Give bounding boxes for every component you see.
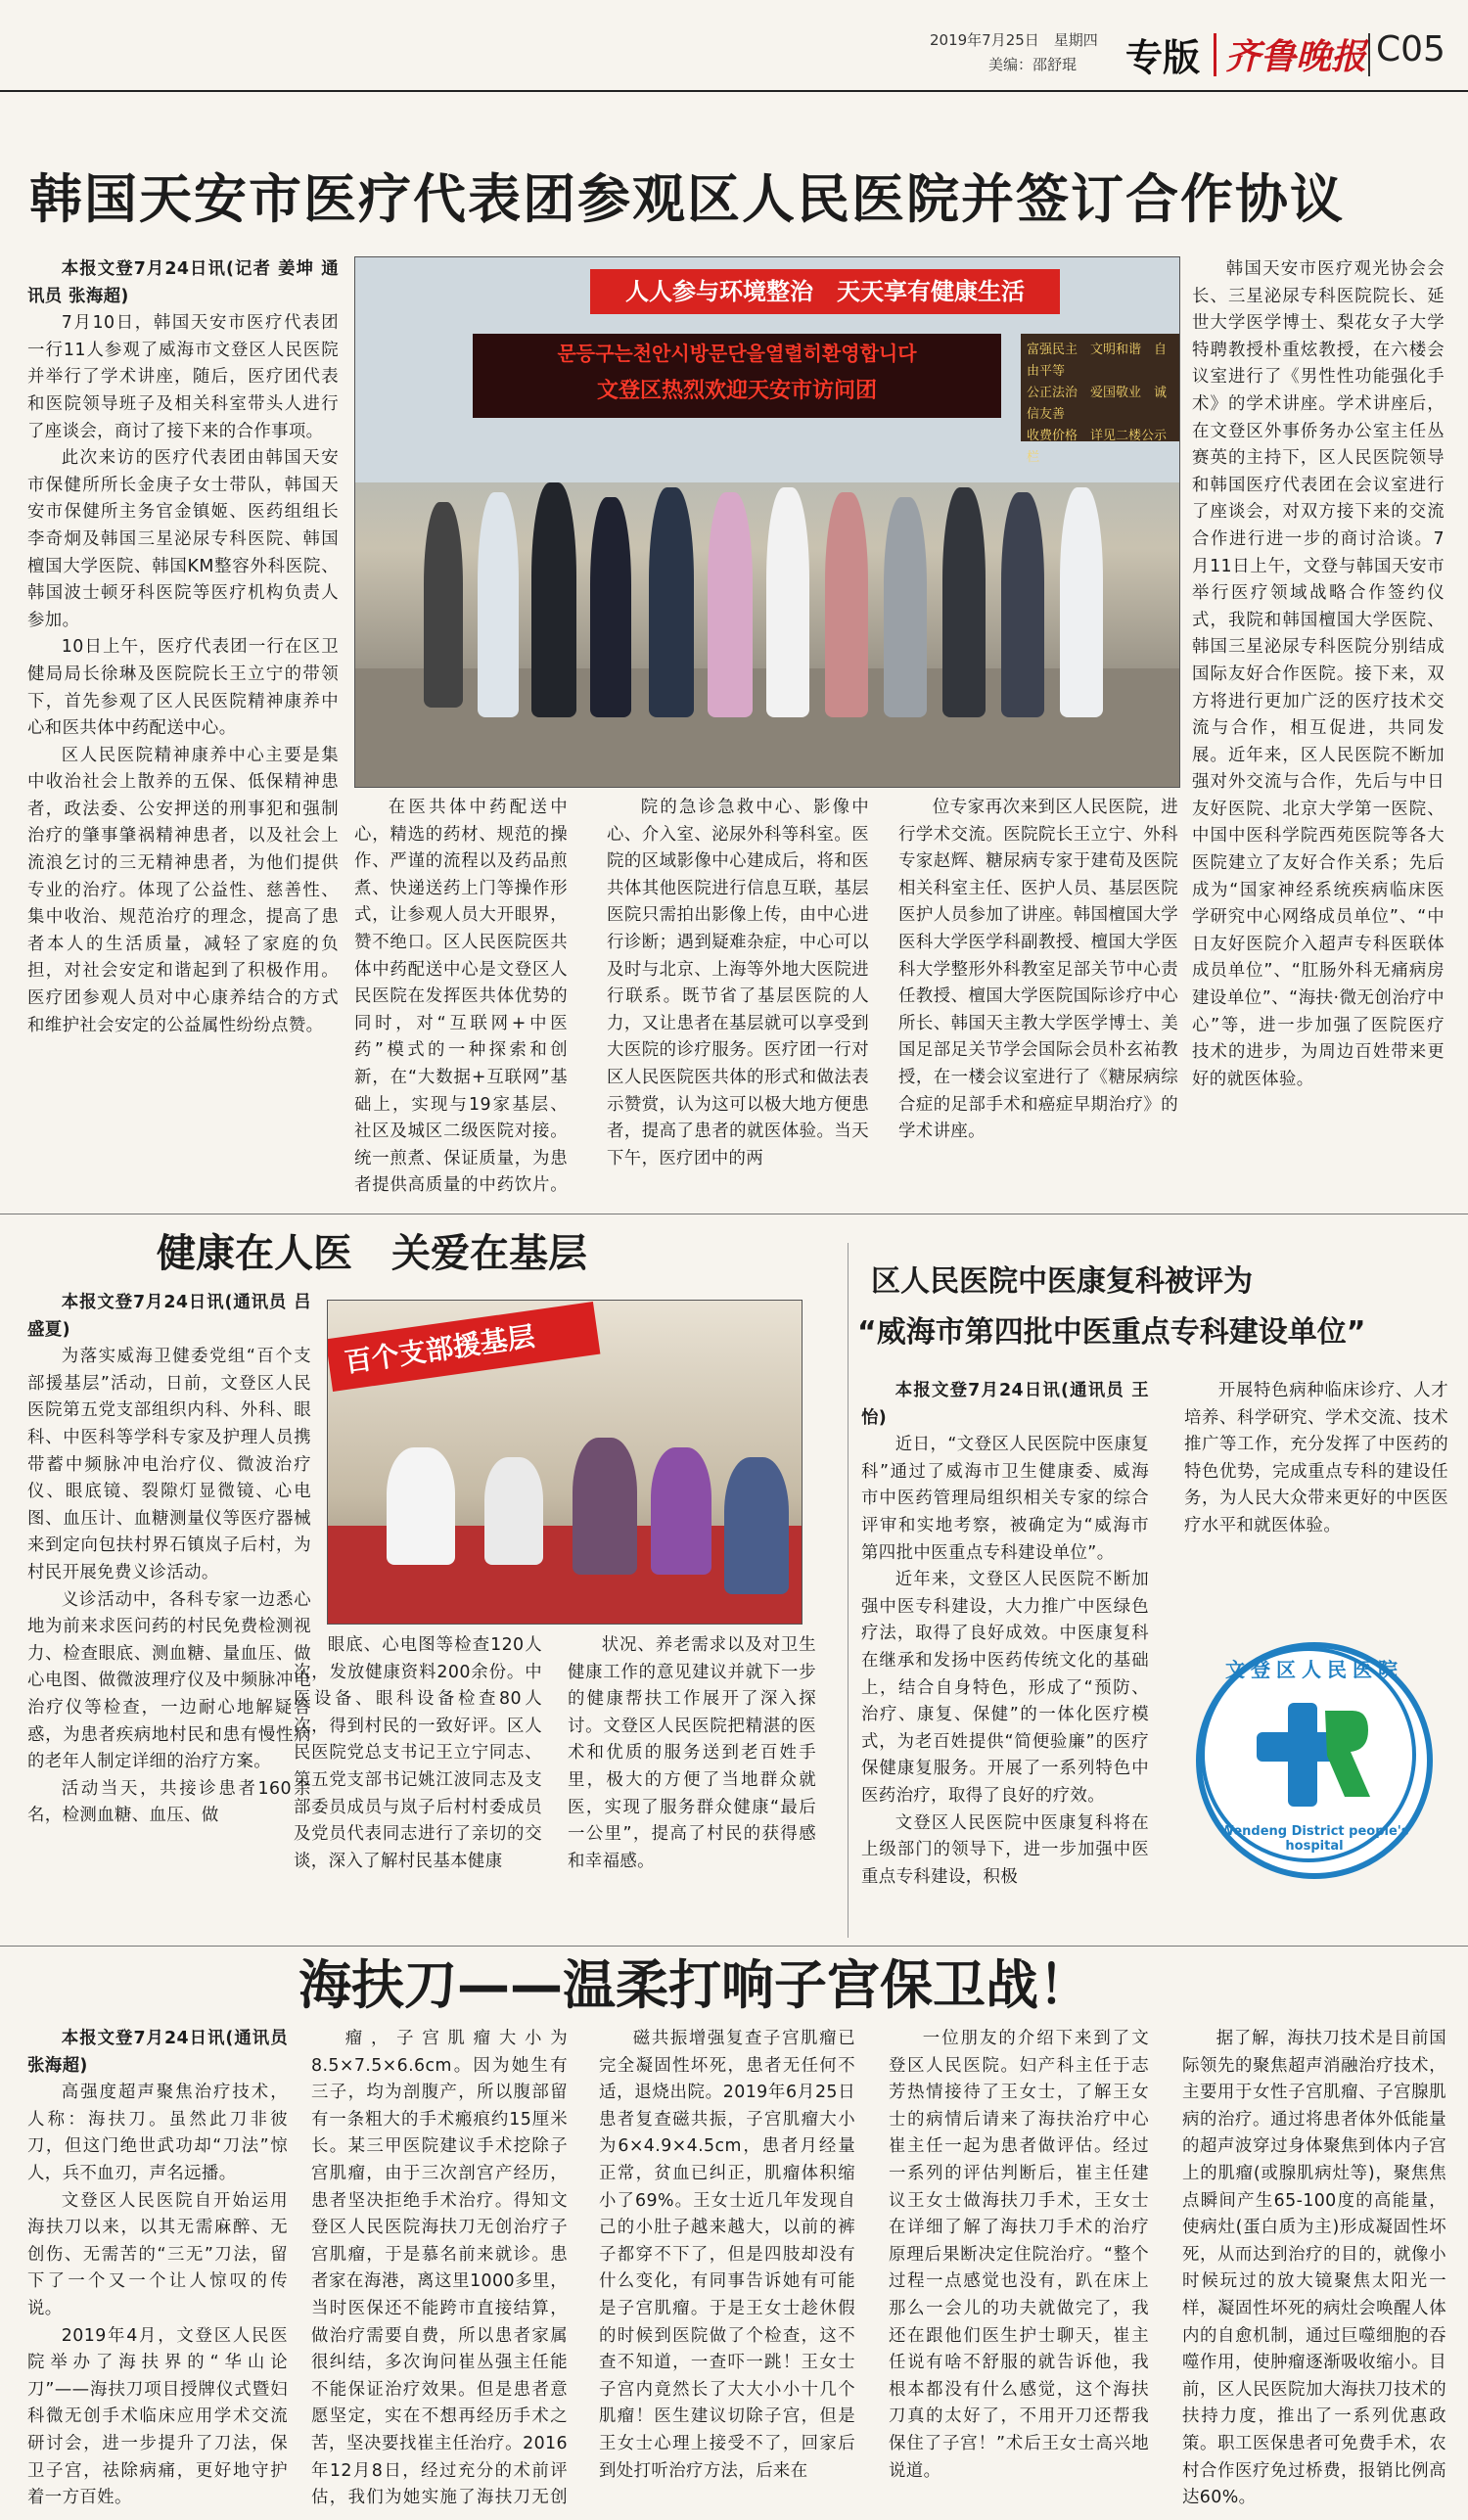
article1-headline: 韩国天安市医疗代表团参观区人民医院并签订合作协议	[29, 168, 1345, 230]
photo-banner: 人人参与环境整治 天天享有健康生活	[590, 269, 1060, 314]
article3-headline-line2: “威海市第四批中医重点专科建设单位”	[857, 1315, 1366, 1350]
article2-column-1	[27, 1290, 311, 1936]
article1-paragraph: 院的急诊急救中心、影像中心、介入室、泌尿外科等科室。医院的区域影像中心建成后，将和医共体其他医院进行信息互联，基层医院只需拍出影像上传，由中心进行诊断；遇到疑难杂症，中心可以及时与北京、上海等外地大医院进行联系。既节省了基层医院的人力，又让患者在基层就可以享受到大医院的诊疗服务。医疗团一行对区人民医院医共体的形式和做法表示赞赏，认为这可以极大地方便患者，提高了患者的就医体验。当天下午，医疗团中的两	[607, 798, 869, 1168]
person-figure	[766, 487, 809, 717]
person-figure	[478, 492, 519, 717]
article2-paragraph: 状况、养老需求以及对卫生健康工作的意见建议并就下一步的健康帮扶工作展开了深入探讨。文登区人民医院把精湛的医术和优质的服务送到老百姓手里，极大的方便了当地群众就医，实现了服务群众健康“最后一公里”，提高了村民的获得感和幸福感。	[568, 1635, 816, 1871]
person-figure	[531, 482, 576, 717]
article1-column-4	[898, 795, 1178, 1196]
page-number: C05	[1376, 29, 1445, 69]
article4-column-4	[889, 2026, 1149, 2510]
article2-column-3	[568, 1632, 816, 1936]
article2-byline: 本报文登7月24日讯(通讯员 吕盛夏)	[27, 1293, 311, 1340]
article4-byline: 本报文登7月24日讯(通讯员 张海超)	[27, 2029, 288, 2076]
article1-paragraph: 10日上午，医疗代表团一行在区卫健局局长徐琳及医院院长王立宁的带领下，首先参观了区人民医院精神康养中心和医共体中药配送中心。	[27, 637, 339, 739]
photo-sign-board	[1021, 334, 1179, 465]
photo-led-screen	[473, 334, 1001, 418]
article1-paragraph: 区人民医院精神康养中心主要是集中收治社会上散养的五保、低保精神患者，政法委、公安押送的刑事犯和强制治疗的肇事肇祸精神患者，以及社会上流浪乞讨的三无精神患者，为他们提供专业的治疗。体现了公益性、慈善性、集中收治、规范治疗的理念，提高了患者本人的生活质量，减轻了家庭的负担，对社会安定和谐起到了积极作用。医疗团参观人员对中心康养结合的方式和维护社会安定的公益属性纷纷点赞。	[27, 745, 339, 1035]
article1-column-2	[354, 795, 568, 1196]
header-rule	[0, 90, 1468, 92]
article2-paragraph: 眼底、心电图等检查120人次，发放健康资料200余份。中医设备、眼科设备检查80人次，得到村民的一致好评。区人民医院党总支书记王立宁同志、第五党支部书记姚江波同志及支部委员成员与岚子后村村委成员及党员代表同志进行了亲切的交谈，深入了解村民基本健康	[294, 1635, 542, 1871]
article4-paragraph: 2019年4月，文登区人民医院举办了海扶界的“华山论刀”——海扶刀项目授牌仪式暨妇科微无创手术临床应用学术交流研讨会，进一步提升了刀法，保卫子宫，祛除病痛，更好地守护着一方百姓。	[27, 2325, 288, 2508]
article1-byline: 本报文登7月24日讯(记者 姜坤 通讯员 张海超)	[27, 259, 339, 306]
article4-paragraph: 一位朋友的介绍下来到了文登区人民医院。妇产科主任于志芳热情接待了王女士，了解王女士的病情后请来了海扶治疗中心崔主任一起为患者做评估。经过一系列的评估判断后，崔主任建议王女士做海扶刀手术，王女士在详细了解了海扶刀手术的治疗原理后果断决定住院治疗。“整个过程一点感觉也没有，趴在床上那么一会儿的功夫就做完了，我还在跟他们医生护士聊天，崔主任说有啥不舒服的就告诉他，我根本都没有什么感觉，这个海扶刀真的太好了，不用开刀还帮我保住了子宫！”术后王女士高兴地说道。	[889, 2029, 1149, 2481]
article2-headline: 健康在人医 关爱在基层	[157, 1231, 587, 1276]
header-divider-2	[1368, 33, 1370, 76]
clinic-photo	[327, 1300, 803, 1625]
article1-paragraph: 此次来访的医疗代表团由韩国天安市保健所所长金庚子女士带队，韩国天安市保健所主务官金镇姬、医药组组长李奇炯及韩国三星泌尿专科医院、韩国檀国大学医院、韩国KM整容外科医院、韩国波士顿牙科医院等医疗机构负责人参加。	[27, 448, 339, 630]
article4-paragraph: 磁共振增强复查子宫肌瘤已完全凝固性坏死，患者无任何不适，退烧出院。2019年6月25日患者复查磁共振，子宫肌瘤大小为6×4.9×4.5cm，患者月经量正常，贫血已纠正，肌瘤体积缩小了69%。王女士近几年发现自己的小肚子越来越大，以前的裤子都穿不下了，但是四肢却没有什么变化，有同事告诉她有可能是子宫肌瘤。于是王女士趁休假的时候到医院做了个检查，这不查不知道，一查吓一跳！王女士子宫内竟然长了大大小小十几个肌瘤！医生建议切除子宫，但是王女士心理上接受不了，回家后到处打听治疗方法，后来在	[599, 2029, 855, 2481]
article1-column-1	[27, 256, 339, 1196]
person-figure	[484, 1457, 543, 1565]
article1-column-5	[1192, 256, 1445, 1196]
article3-paragraph: 文登区人民医院中医康复科将在上级部门的领导下，进一步加强中医重点专科建设，积极	[861, 1812, 1149, 1887]
article3-paragraph: 近年来，文登区人民医院不断加强中医专科建设，大力推广中医绿色疗法，取得了良好成效。中医康复科在继承和发扬中医药传统文化的基础上，结合自身特色，形成了“预防、治疗、康复、保健”的一体化医疗模式，为老百姓提供“简便验廉”的医疗保健康复服务。开展了一系列特色中医药治疗，取得了良好的疗效。	[861, 1570, 1149, 1806]
article2-paragraph: 为落实威海卫健委党组“百个支部援基层”活动，日前，文登区人民医院第五党支部组织内科、外科、眼科、中医科等学科专家及护理人员携带蓄中频脉冲电治疗仪、微波治疗仪、眼底镜、裂隙灯显微镜、心电图、血压计、血糖测量仪等医疗器械来到定向包扶村界石镇岚子后村，为村民开展免费义诊活动。	[27, 1347, 311, 1582]
person-figure	[942, 487, 986, 717]
column-divider	[848, 1243, 849, 1938]
article3-paragraph: 开展特色病种临床诊疗、人才培养、科学研究、学术交流、技术推广等工作，充分发挥了中医药的特色优势，完成重点专科的建设任务，为人民大众带来更好的中医医疗水平和就医体验。	[1184, 1381, 1448, 1535]
person-figure	[649, 487, 694, 717]
article4-paragraph: 据了解，海扶刀技术是目前国际领先的聚焦超声消融治疗技术，主要用于女性子宫肌瘤、子宫腺肌病的治疗。通过将患者体外低能量的超声波穿过身体聚焦到体内子宫上的肌瘤(或腺肌病灶等)，聚焦焦点瞬间产生65-100度的高能量，使病灶(蛋白质为主)形成凝固性坏死，从而达到治疗的目的，就像小时候玩过的放大镜聚焦太阳光一样，凝固性坏死的病灶会唤醒人体内的自愈机制，通过巨噬细胞的吞噬作用，使肿瘤逐渐吸收缩小。目前，区人民医院加大海扶刀技术的扶持力度，推出了一系列优惠政策。职工医保患者可免费手术，农村合作医疗免过桥费，报销比例高达60%。	[1182, 2029, 1446, 2508]
person-figure	[1001, 492, 1044, 717]
article4-column-5	[1182, 2026, 1446, 2510]
article2-column-2	[294, 1632, 542, 1936]
person-figure	[1060, 487, 1103, 717]
person-figure	[724, 1457, 789, 1594]
person-figure	[424, 502, 463, 708]
article3-paragraph: 近日，“文登区人民医院中医康复科”通过了威海市卫生健康委、威海市中医药管理局组织相关专家的综合评审和实地考察，被确定为“威海市第四批中医重点专科建设单位”。	[861, 1435, 1149, 1563]
article1-paragraph: 7月10日，韩国天安市医疗代表团一行11人参观了威海市文登区人民医院并举行了学术讲座，随后，医疗团代表和医院领导班子及相关科室带头人进行了座谈会，商讨了接下来的合作事项。	[27, 313, 339, 441]
sign-line: 公正法治 爱国敬业 诚信友善	[1027, 386, 1168, 422]
article3-byline: 本报文登7月24日讯(通讯员 王怡)	[861, 1381, 1149, 1428]
person-figure	[590, 497, 631, 717]
sign-line: 富强民主 文明和谐 自由平等	[1027, 343, 1168, 379]
article4-paragraph: 高强度超声聚焦治疗技术，人称：海扶刀。虽然此刀非彼刀，但这门绝世武功却“刀法”惊人，兵不血刃，声名远播。	[27, 2083, 288, 2183]
article4-paragraph: 文登区人民医院自开始运用海扶刀以来，以其无需麻醉、无创伤、无需苦的“三无”刀法，留下了一个又一个让人惊叹的传说。	[27, 2190, 288, 2318]
article1-paragraph: 韩国天安市医疗观光协会会长、三星泌尿专科医院院长、延世大学医学博士、梨花女子大学特聘教授朴重炫教授，在六楼会议室进行了《男性性功能强化手术》的学术讲座。学术讲座后，在文登区外事侨务办公室主任丛赛英的主持下，区人民医院领导和韩国医疗代表团在会议室进行了座谈会，对双方接下来的交流合作进行进一步的商讨洽谈。7月11日上午，文登与韩国天安市举行医疗领域战略合作签约仪式，我院和韩国檀国大学医院、韩国三星泌尿专科医院分别结成国际友好合作医院。接下来，双方将进行更加广泛的医疗技术交流与合作，相互促进，共同发展。近年来，区人民医院不断加强对外交流与合作，先后与中日友好医院、北京大学第一医院、中国中医科学院西苑医院等各大医院建立了友好合作关系；先后成为“国家神经系统疾病临床医学研究中心网络成员单位”、“中日友好医院介入超声专科医联体成员单位”、“肛肠外科无痛病房建设单位”、“海扶·微无创治疗中心”等，进一步加强了医院医疗技术的进步，为周边百姓带来更好的就医体验。	[1192, 259, 1445, 1089]
person-figure	[825, 492, 868, 717]
screen-korean-text: 문등구는천안시방문단을열렬히환영합니다	[557, 342, 917, 365]
article3-column-1	[861, 1378, 1149, 1938]
header-divider	[1214, 33, 1216, 76]
article2-paragraph: 活动当天，共接诊患者160余名，检测血糖、血压、做	[27, 1778, 311, 1826]
hospital-logo	[1196, 1642, 1433, 1879]
section-rule	[0, 1946, 1468, 1947]
photo-red-banner: 百个支部援基层	[327, 1302, 600, 1392]
section-name: 专版	[1125, 36, 1201, 79]
article4-column-1	[27, 2026, 288, 2510]
article4-column-3	[599, 2026, 855, 2510]
article1-paragraph: 在医共体中药配送中心，精选的药材、规范的操作、严谨的流程以及药品煎煮、快递送药上门等操作形式，让参观人员大开眼界，赞不绝口。区人民医院医共体中药配送中心是文登区人民医院在发挥医共体优势的同时，对“互联网+中医药”模式的一种探索和创新，在“大数据+互联网”基础上，实现与19家基层、社区及城区二级医院对接。统一煎煮、保证质量，为患者提供高质量的中药饮片。	[354, 798, 568, 1196]
person-figure	[884, 497, 927, 717]
person-figure	[387, 1447, 455, 1565]
delegation-photo	[354, 256, 1180, 788]
issue-date: 2019年7月25日 星期四	[930, 31, 1098, 49]
article4-column-2	[311, 2026, 568, 2510]
person-figure	[708, 492, 753, 717]
article4-paragraph: 瘤，子宫肌瘤大小为8.5×7.5×6.6cm。因为她生有三子，均为剖腹产，所以腹部留有一条粗大的手术瘢痕约15厘米长。某三甲医院建议手术挖除子宫肌瘤，由于三次剖宫产经历，患者坚决拒绝手术治疗。得知文登区人民医院海扶刀无创治疗子宫肌瘤，于是慕名前来就诊。患者家在海港，离这里1000多里，当时医保还不能跨市直接结算，做治疗需要自费，所以患者家属很纠结，多次询问崔丛强主任能不能保证治疗效果。但是患者意愿坚定，实在不想再经历手术之苦，坚决要找崔主任治疗。2016年12月8日，经过充分的术前评估，我们为她实施了海扶刀无创	[311, 2029, 568, 2508]
editor-credit: 美编：邵舒琨	[988, 56, 1078, 73]
article4-headline: 海扶刀——温柔打响子宫保卫战！	[298, 1954, 1091, 2016]
article2-paragraph: 义诊活动中，各科专家一边悉心地为前来求医问药的村民免费检测视力、检查眼底、测血糖、量血压、做心电图、做微波理疗仪及中频脉冲电治疗仪等检查，一边耐心地解疑答惑，为患者疾病地村民和患有慢性病的老年人制定详细的治疗方案。	[27, 1589, 311, 1772]
newspaper-brand: 齐鲁晚报	[1225, 36, 1367, 77]
screen-chinese-text: 文登区热烈欢迎天安市访问团	[596, 379, 877, 403]
person-figure	[651, 1447, 711, 1575]
article3-column-2	[1184, 1378, 1448, 1613]
article1-column-3	[607, 795, 869, 1196]
logo-chinese-name: 文登区人民医院	[1225, 1658, 1403, 1681]
person-figure	[573, 1438, 637, 1575]
sign-line: 收费价格 详见二楼公示栏	[1027, 429, 1168, 465]
article3-headline-line1: 区人民医院中医康复科被评为	[871, 1264, 1253, 1299]
article1-paragraph: 位专家再次来到区人民医院，进行学术交流。医院院长王立宁、外科专家赵辉、糖尿病专家于建荀及医院相关科室主任、医护人员、基层医院医护人员参加了讲座。韩国檀国大学医科大学医学科副教授、檀国大学医科大学整形外科教室足部关节中心责任教授、檀国大学医院国际诊疗中心所长、韩国天主教大学医学博士、美国足部足关节学会国际会员朴玄祐教授，在一楼会议室进行了《糖尿病综合症的足部手术和癌症早期治疗》的学术讲座。	[898, 798, 1178, 1142]
logo-english-name: Wendeng District people's hospital	[1219, 1824, 1409, 1854]
